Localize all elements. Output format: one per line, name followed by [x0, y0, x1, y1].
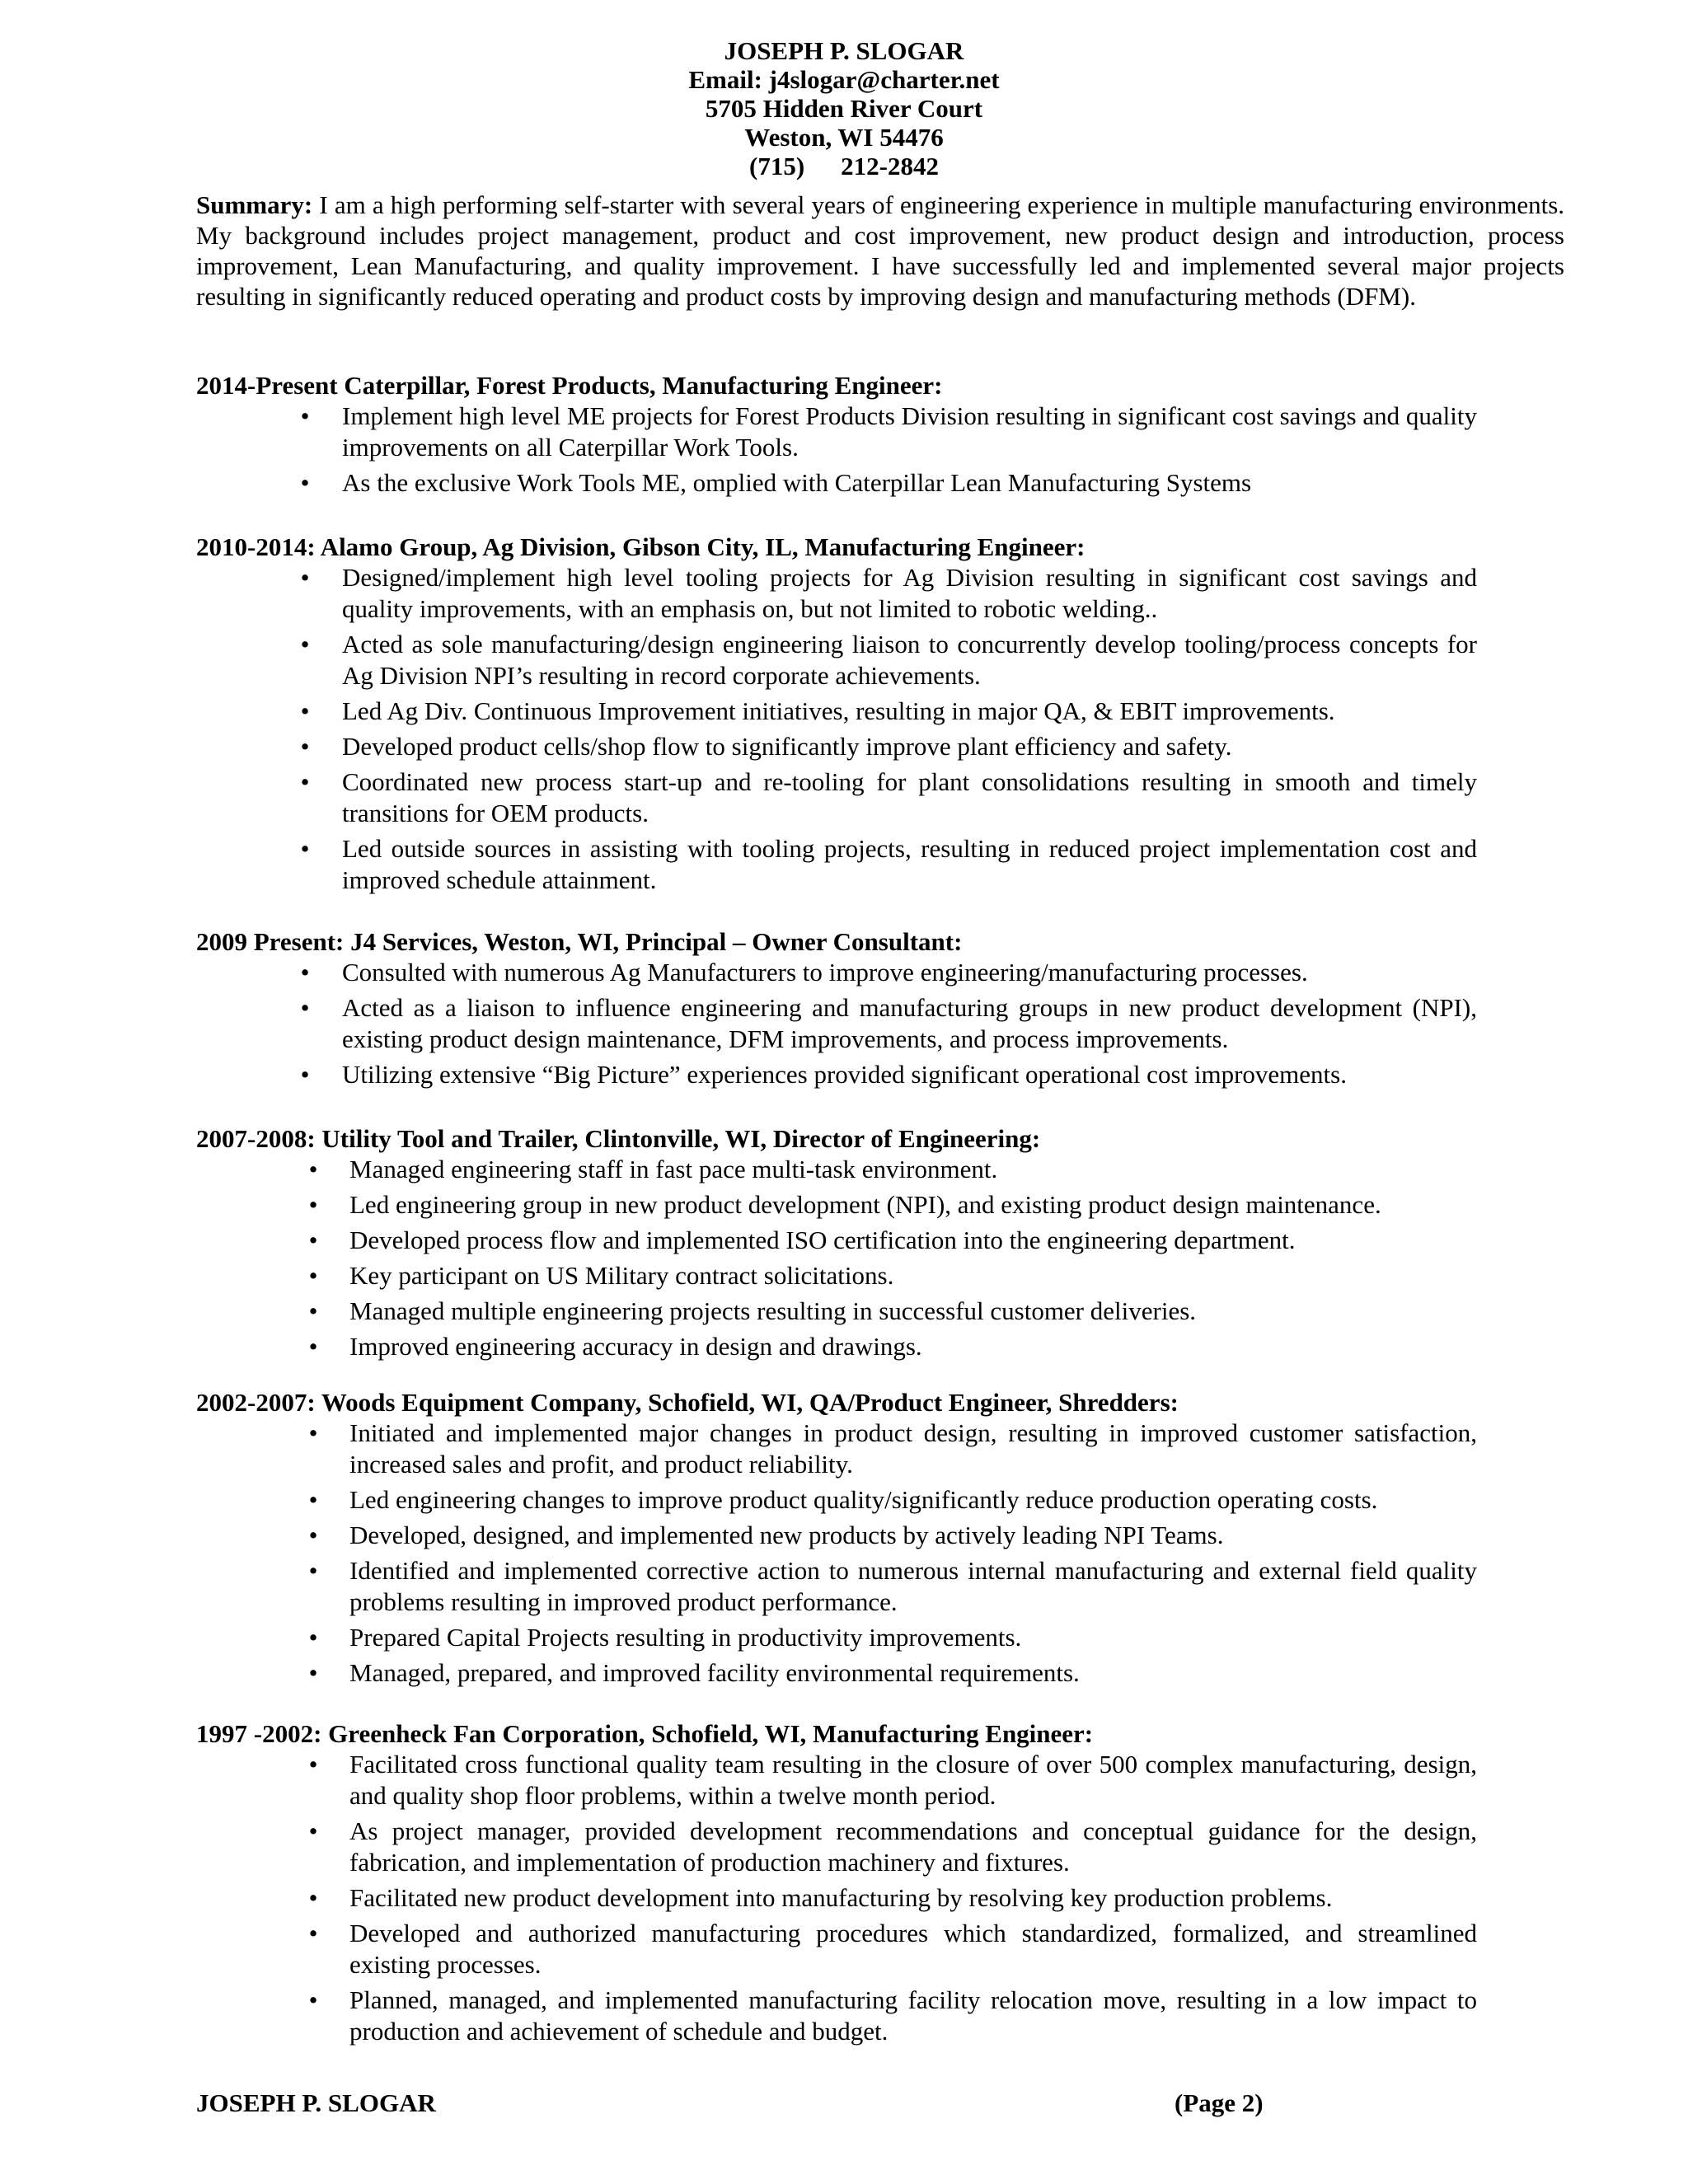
bullet-text: Led engineering changes to improve product quality/significantly reduce production operating costs.: [349, 1485, 1378, 1514]
bullet-text: Planned, managed, and implemented manufacturing facility relocation move, resulting in a low impact to production and achievement of schedule and budget.: [349, 1985, 1477, 2046]
job-utility-tool: [196, 1123, 1564, 1366]
bullet-text: Developed, designed, and implemented new products by actively leading NPI Teams.: [349, 1521, 1224, 1549]
contact-header: [0, 36, 1688, 180]
list-item: [196, 1331, 1477, 1362]
bullet-text: Facilitated new product development into manufacturing by resolving key production problems.: [349, 1883, 1333, 1912]
bullet-icon: •: [300, 401, 310, 430]
summary-text: I am a high performing self-starter with several years of engineering experience in multiple manufacturing environments. My background includes project management, product and cost improvement, new product design and introduction, process improvement, Lean Manufacturing, and quality improvement. I have successfully led and implemented several major projects resulting in significantly reduced operating and product costs by improving design and manufacturing methods (DFM).: [196, 190, 1565, 311]
bullet-text: Developed product cells/shop flow to significantly improve plant efficiency and safety.: [342, 732, 1232, 761]
bullet-text: Designed/implement high level tooling projects for Ag Division resulting in significant cost savings and quality improvements, with an emphasis on, but not limited to robotic welding..: [342, 563, 1477, 623]
bullet-text: Developed process flow and implemented ISO certification into the engineering department.: [349, 1226, 1296, 1254]
job-bullet-list: [196, 401, 1564, 499]
list-item: [196, 731, 1477, 762]
page-footer: [196, 2088, 1268, 2118]
bullet-text: Improved engineering accuracy in design and drawings.: [349, 1332, 922, 1361]
bullet-text: Managed, prepared, and improved facility environmental requirements.: [349, 1658, 1080, 1687]
list-item: [196, 1418, 1477, 1480]
bullet-icon: •: [300, 468, 310, 497]
list-item: [196, 766, 1477, 829]
list-item: [196, 1059, 1477, 1090]
job-bullet-list: [196, 1418, 1564, 1689]
page-number: (Page 2): [1175, 2088, 1264, 2117]
bullet-icon: •: [308, 1816, 318, 1845]
list-item: [196, 1816, 1477, 1878]
bullet-text: Acted as sole manufacturing/design engineering liaison to concurrently develop tooling/process concepts for Ag Division NPI’s resulting in record corporate achievements.: [342, 630, 1477, 690]
bullet-text: Coordinated new process start-up and re-tooling for plant consolidations resulting in smooth and timely transitions for OEM products.: [342, 767, 1477, 827]
list-item: [196, 992, 1477, 1055]
phone-line: [0, 152, 1688, 180]
list-item: [196, 1189, 1477, 1221]
bullet-icon: •: [300, 630, 310, 658]
bullet-icon: •: [308, 1521, 318, 1549]
job-title: 2007-2008: Utility Tool and Trailer, Clintonville, WI, Director of Engineering:: [196, 1124, 1041, 1153]
bullet-icon: •: [300, 993, 310, 1022]
bullet-icon: •: [308, 1658, 318, 1687]
job-title: 1997 -2002: Greenheck Fan Corporation, Schofield, WI, Manufacturing Engineer:: [196, 1719, 1094, 1748]
bullet-text: Acted as a liaison to influence engineering and manufacturing groups in new product development (NPI), existing product design maintenance, DFM improvements, and process improvements.: [342, 993, 1477, 1053]
bullet-icon: •: [308, 1226, 318, 1254]
job-title: 2009 Present: J4 Services, Weston, WI, Principal – Owner Consultant:: [196, 927, 963, 956]
list-item: [196, 1555, 1477, 1618]
job-woods-equipment: [196, 1387, 1564, 1693]
applicant-name: JOSEPH P. SLOGAR: [724, 36, 964, 65]
bullet-icon: •: [308, 1883, 318, 1912]
bullet-icon: •: [308, 1418, 318, 1447]
phone-number: 212-2842: [841, 152, 939, 180]
bullet-text: Developed and authorized manufacturing procedures which standardized, formalized, and streamlined existing processes.: [349, 1919, 1477, 1979]
bullet-icon: •: [300, 958, 310, 987]
bullet-text: Led outside sources in assisting with tooling projects, resulting in reduced project implementation cost and improved schedule attainment.: [342, 834, 1477, 894]
list-item: [196, 1622, 1477, 1653]
bullet-icon: •: [308, 1485, 318, 1514]
bullet-text: As project manager, provided development recommendations and conceptual guidance for the design, fabrication, and implementation of production machinery and fixtures.: [349, 1816, 1477, 1877]
city-state-zip: Weston, WI 54476: [744, 123, 944, 152]
bullet-icon: •: [308, 1556, 318, 1585]
list-item: [196, 1657, 1477, 1689]
list-item: [196, 1296, 1477, 1327]
footer-name: JOSEPH P. SLOGAR: [196, 2088, 436, 2117]
list-item: [196, 1225, 1477, 1256]
bullet-text: Led engineering group in new product development (NPI), and existing product design maintenance.: [349, 1190, 1381, 1219]
job-title: 2014-Present Caterpillar, Forest Products, Manufacturing Engineer:: [196, 371, 943, 400]
bullet-icon: •: [300, 732, 310, 761]
job-caterpillar: [196, 370, 1564, 503]
list-item: [196, 1918, 1477, 1980]
bullet-icon: •: [300, 834, 310, 863]
list-item: [196, 1749, 1477, 1811]
bullet-icon: •: [308, 1190, 318, 1219]
job-title: 2010-2014: Alamo Group, Ag Division, Gibson City, IL, Manufacturing Engineer:: [196, 532, 1085, 561]
summary-paragraph: [196, 190, 1564, 312]
job-bullet-list: [196, 1154, 1564, 1362]
bullet-text: Managed multiple engineering projects resulting in successful customer deliveries.: [349, 1296, 1197, 1325]
bullet-text: Implement high level ME projects for Forest Products Division resulting in significant cost savings and quality improvements on all Caterpillar Work Tools.: [342, 401, 1477, 462]
list-item: [196, 1260, 1477, 1291]
job-bullet-list: [196, 1749, 1564, 2047]
list-item: [196, 629, 1477, 691]
list-item: [196, 957, 1477, 988]
bullet-text: Identified and implemented corrective action to numerous internal manufacturing and external field quality problems resulting in improved product performance.: [349, 1556, 1477, 1616]
job-j4-services: [196, 926, 1564, 1094]
bullet-icon: •: [300, 563, 310, 592]
bullet-icon: •: [300, 767, 310, 796]
list-item: [196, 696, 1477, 727]
bullet-text: Managed engineering staff in fast pace multi-task environment.: [349, 1155, 998, 1183]
list-item: [196, 1154, 1477, 1185]
bullet-text: Key participant on US Military contract solicitations.: [349, 1261, 894, 1290]
bullet-icon: •: [300, 696, 310, 725]
job-bullet-list: [196, 562, 1564, 896]
street-address: 5705 Hidden River Court: [705, 94, 983, 123]
bullet-icon: •: [308, 1750, 318, 1779]
list-item: [196, 1520, 1477, 1551]
bullet-text: Utilizing extensive “Big Picture” experiences provided significant operational cost improvements.: [342, 1060, 1347, 1089]
bullet-icon: •: [308, 1155, 318, 1183]
phone-area-code: (715): [749, 152, 805, 180]
bullet-icon: •: [308, 1261, 318, 1290]
bullet-text: Led Ag Div. Continuous Improvement initiatives, resulting in major QA, & EBIT improvements.: [342, 696, 1335, 725]
list-item: [196, 401, 1477, 463]
bullet-icon: •: [308, 1296, 318, 1325]
bullet-text: Prepared Capital Projects resulting in productivity improvements.: [349, 1623, 1022, 1652]
bullet-icon: •: [308, 1623, 318, 1652]
bullet-icon: •: [308, 1985, 318, 2014]
job-title: 2002-2007: Woods Equipment Company, Schofield, WI, QA/Product Engineer, Shredders:: [196, 1388, 1179, 1417]
summary-label: Summary:: [196, 190, 313, 219]
bullet-text: Consulted with numerous Ag Manufacturers to improve engineering/manufacturing processes.: [342, 958, 1308, 987]
bullet-icon: •: [300, 1060, 310, 1089]
list-item: [196, 1484, 1477, 1516]
list-item: [196, 1882, 1477, 1914]
bullet-icon: •: [308, 1919, 318, 1947]
list-item: [196, 467, 1477, 499]
list-item: [196, 833, 1477, 896]
list-item: [196, 562, 1477, 625]
bullet-text: Facilitated cross functional quality team resulting in the closure of over 500 complex manufacturing, design, and quality shop floor problems, within a twelve month period.: [349, 1750, 1477, 1810]
email-line: Email: j4slogar@charter.net: [688, 65, 1000, 94]
bullet-text: Initiated and implemented major changes in product design, resulting in improved customer satisfaction, increased sales and profit, and product reliability.: [349, 1418, 1477, 1479]
job-alamo-group: [196, 532, 1564, 900]
list-item: [196, 1985, 1477, 2047]
job-greenheck: [196, 1718, 1564, 2051]
job-bullet-list: [196, 957, 1564, 1090]
bullet-text: As the exclusive Work Tools ME, omplied with Caterpillar Lean Manufacturing Systems: [342, 468, 1252, 497]
bullet-icon: •: [308, 1332, 318, 1361]
